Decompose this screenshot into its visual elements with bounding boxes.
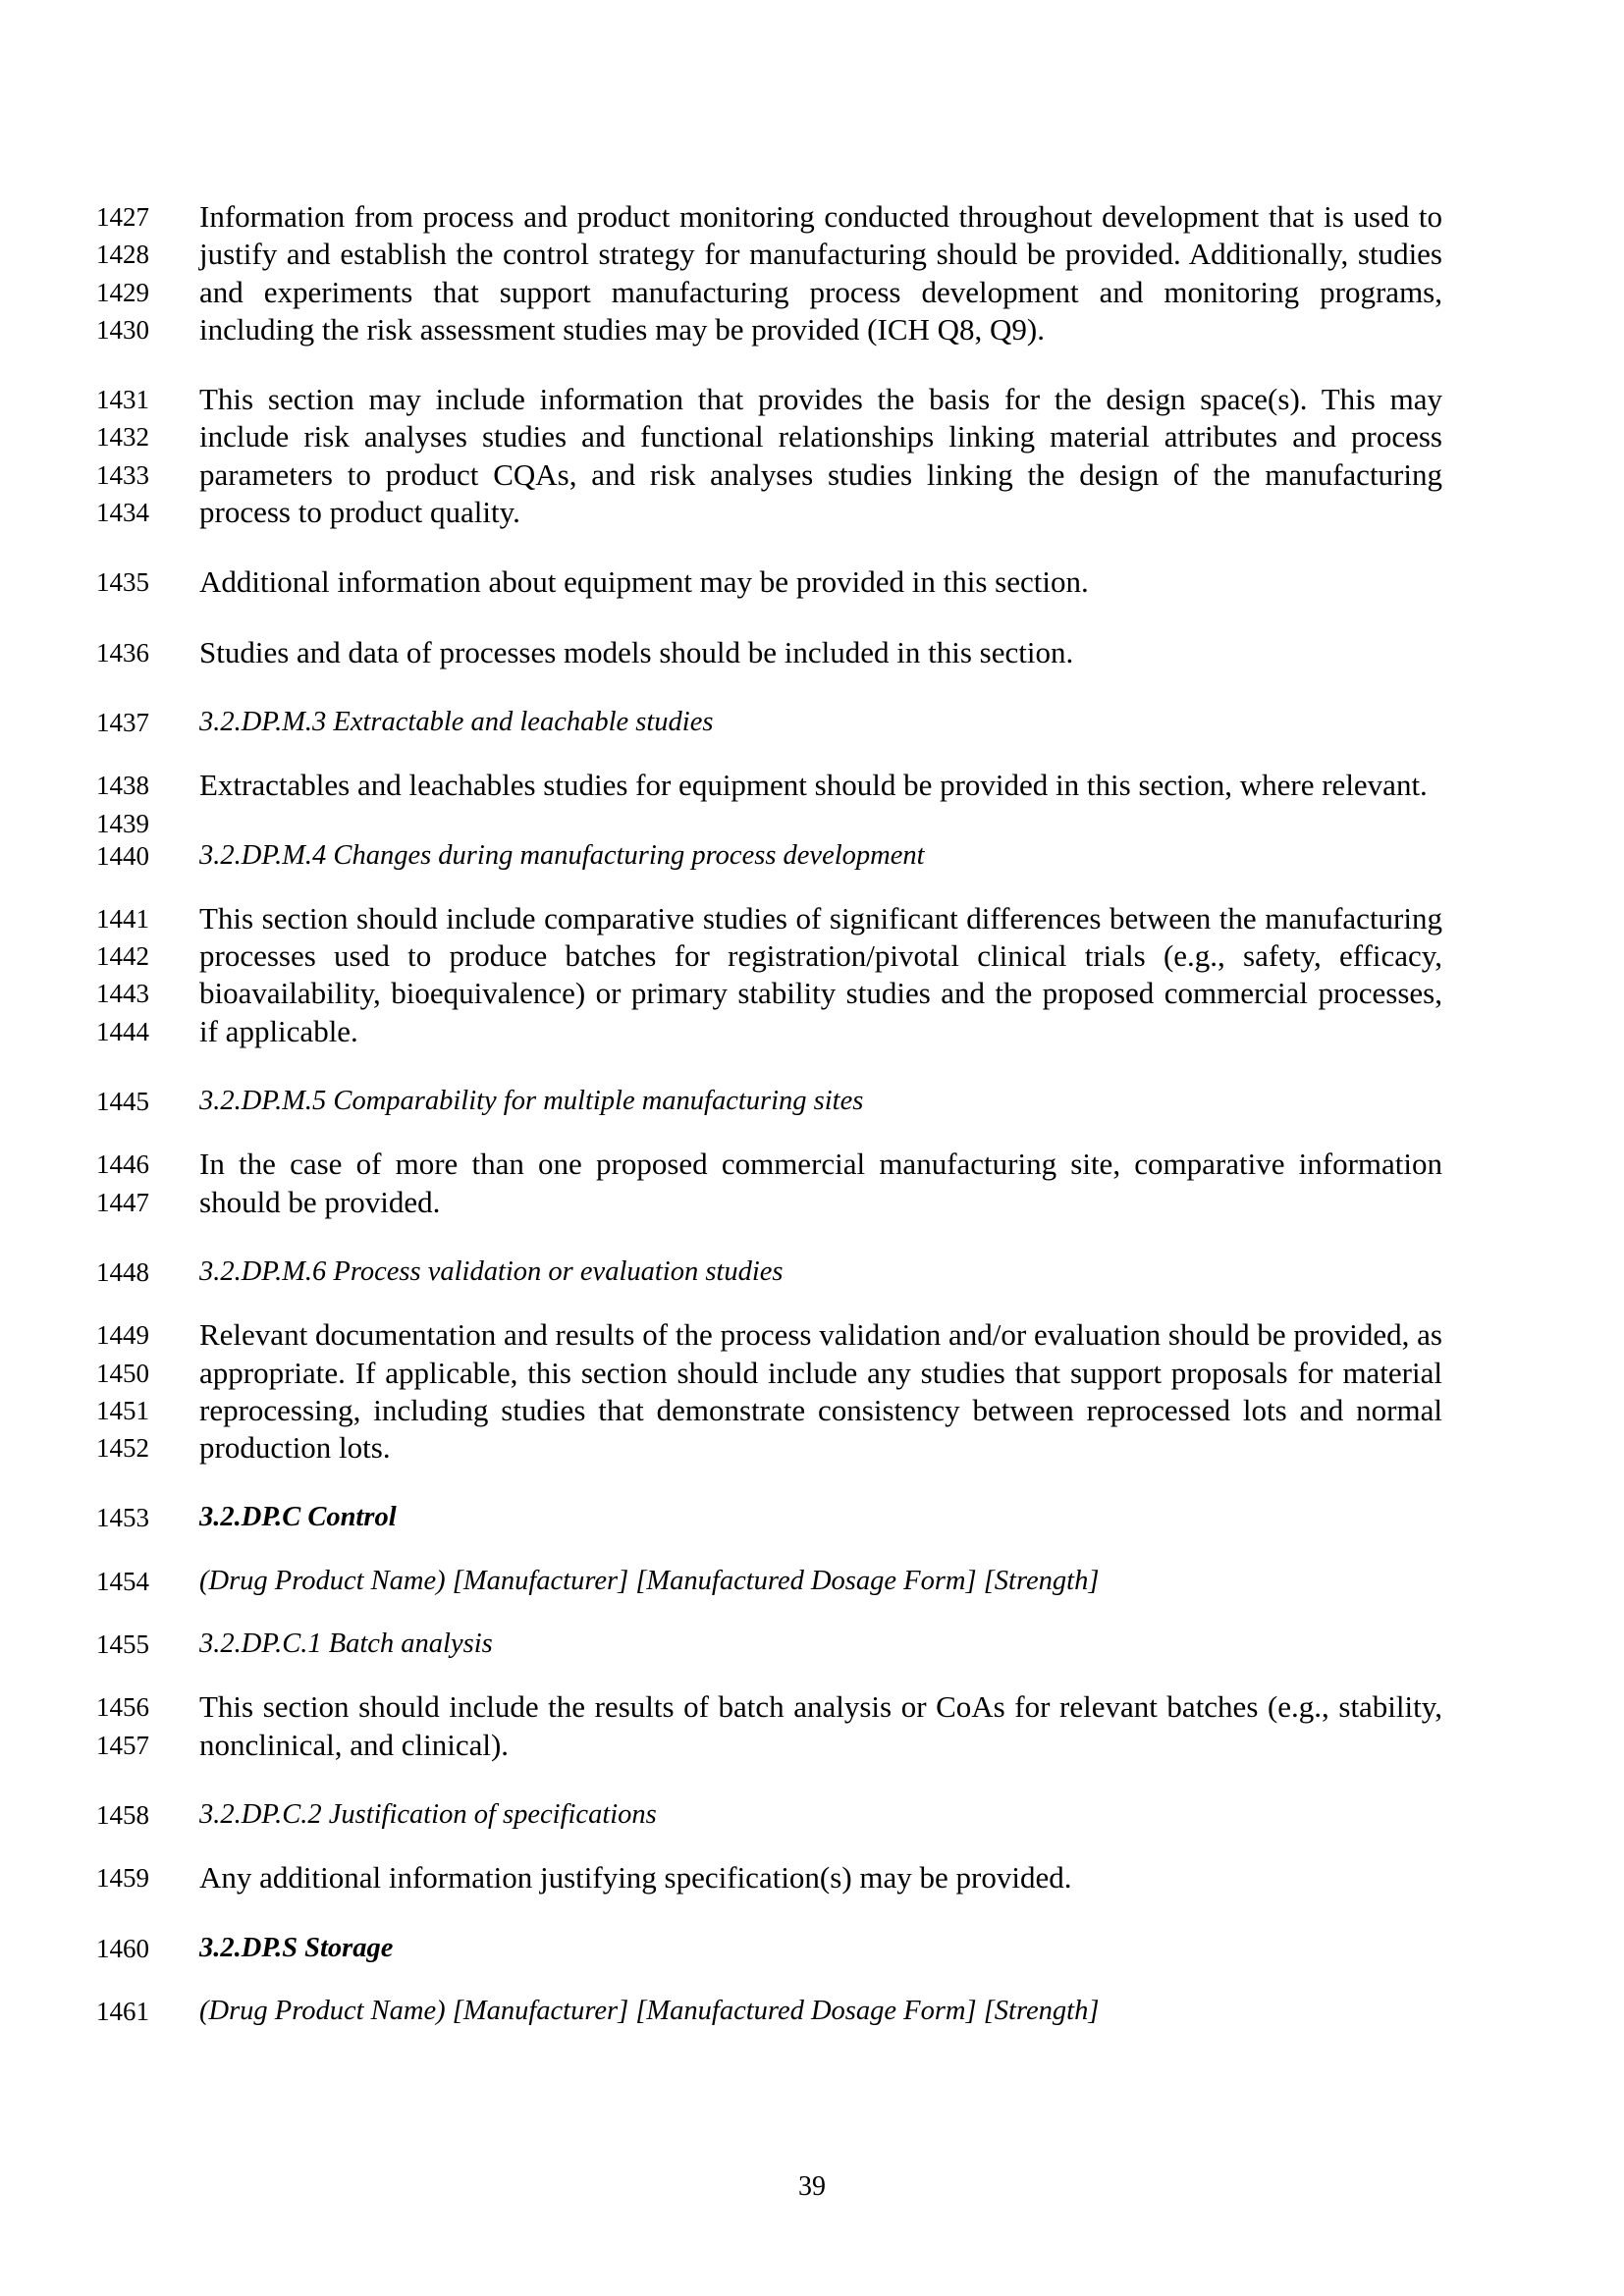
paragraph-text: (Drug Product Name) [Manufacturer] [Manufactured Dosage Form] [Strength] bbox=[199, 1565, 1100, 1596]
subsection-heading bbox=[0, 1626, 1624, 1663]
line-number: 1431 bbox=[96, 385, 149, 415]
subsection-heading bbox=[0, 837, 1624, 875]
line-numbers bbox=[59, 1563, 149, 1600]
paragraph bbox=[0, 1859, 1624, 1896]
paragraph bbox=[0, 381, 1624, 531]
paragraph-text: In the case of more than one proposed commercial manufacturing site, comparative information should be provided. bbox=[199, 1147, 1442, 1219]
paragraph-text: (Drug Product Name) [Manufacturer] [Manufactured Dosage Form] [Strength] bbox=[199, 1995, 1100, 2026]
line-number: 1443 bbox=[96, 979, 149, 1009]
line-numbers bbox=[59, 1626, 149, 1663]
paragraph bbox=[0, 634, 1624, 671]
line-number: 1450 bbox=[96, 1358, 149, 1388]
line-number: 1453 bbox=[96, 1503, 149, 1533]
paragraph bbox=[0, 1688, 1624, 1764]
line-number: 1456 bbox=[96, 1692, 149, 1723]
line-number: 1436 bbox=[96, 637, 149, 667]
section-heading bbox=[0, 1499, 1624, 1536]
line-numbers bbox=[59, 704, 149, 741]
line-number: 1441 bbox=[96, 903, 149, 934]
paragraph-text: Studies and data of processes models should be included in this section. bbox=[199, 634, 1074, 669]
line-number: 1438 bbox=[96, 771, 149, 801]
subsection-heading bbox=[0, 1083, 1624, 1120]
subsection-heading bbox=[0, 704, 1624, 741]
line-number: 1427 bbox=[96, 202, 149, 232]
paragraph-text: 3.2.DP.M.6 Process validation or evaluation studies bbox=[199, 1255, 784, 1287]
line-numbers bbox=[59, 1688, 149, 1764]
paragraph-text: 3.2.DP.M.5 Comparability for multiple manufacturing sites bbox=[199, 1086, 864, 1117]
line-numbers bbox=[59, 1083, 149, 1120]
line-number: 1435 bbox=[96, 567, 149, 598]
line-number: 1459 bbox=[96, 1863, 149, 1894]
paragraph-text: 3.2.DP.M.4 Changes during manufacturing process development bbox=[199, 839, 925, 871]
line-number: 1434 bbox=[96, 498, 149, 528]
line-numbers bbox=[59, 1254, 149, 1291]
page-number: 39 bbox=[798, 2171, 826, 2202]
line-number: 1452 bbox=[96, 1433, 149, 1464]
line-numbers bbox=[59, 837, 149, 875]
subsection-heading bbox=[0, 1254, 1624, 1291]
paragraph bbox=[0, 563, 1624, 601]
line-numbers bbox=[59, 1796, 149, 1834]
line-number: 1455 bbox=[96, 1629, 149, 1660]
line-numbers bbox=[59, 1993, 149, 2030]
paragraph-text: Extractables and leachables studies for equipment should be provided in this section, where relevant. bbox=[199, 768, 1428, 803]
paragraph bbox=[0, 767, 1624, 838]
line-numbers bbox=[59, 1316, 149, 1467]
line-number: 1439 bbox=[96, 808, 149, 838]
paragraph-text: Information from process and product monitoring conducted throughout development that is used to justify and establish the control strategy for manufacturing should be provided. Additionally, studies and experiments that support manufacturing process development and monitoring programs, including the risk assessment studies may be provided (ICH Q8, Q9). bbox=[199, 199, 1442, 347]
line-numbers bbox=[59, 1930, 149, 1967]
line-number: 1429 bbox=[96, 277, 149, 307]
paragraph-text: 3.2.DP.S Storage bbox=[199, 1932, 394, 1963]
line-numbers bbox=[59, 1146, 149, 1221]
paragraph-text: This section may include information that provides the basis for the design space(s). This may include risk analyses studies and functional relationships linking material attributes and process parameters to product CQAs, and risk analyses studies linking the design of the manufacturing process to product quality. bbox=[199, 382, 1442, 530]
line-numbers bbox=[59, 381, 149, 531]
line-number: 1432 bbox=[96, 422, 149, 453]
line-number: 1430 bbox=[96, 314, 149, 345]
paragraph-text: 3.2.DP.C.2 Justification of specifications bbox=[199, 1798, 657, 1830]
line-numbers bbox=[59, 634, 149, 671]
line-number: 1440 bbox=[96, 840, 149, 871]
paragraph-text: 3.2.DP.C.1 Batch analysis bbox=[199, 1629, 493, 1660]
paragraph-text: 3.2.DP.C Control bbox=[199, 1502, 397, 1533]
line-numbers bbox=[59, 198, 149, 348]
paragraph-text: Any additional information justifying specification(s) may be provided. bbox=[199, 1860, 1072, 1896]
line-number: 1433 bbox=[96, 459, 149, 490]
line-number: 1449 bbox=[96, 1320, 149, 1351]
section-heading bbox=[0, 1930, 1624, 1967]
line-number: 1442 bbox=[96, 941, 149, 972]
line-numbers bbox=[59, 1859, 149, 1896]
line-number: 1448 bbox=[96, 1256, 149, 1287]
paragraph-text: 3.2.DP.M.3 Extractable and leachable studies bbox=[199, 706, 714, 737]
line-number: 1457 bbox=[96, 1730, 149, 1760]
line-numbers bbox=[59, 563, 149, 601]
line-number: 1428 bbox=[96, 240, 149, 270]
line-number: 1461 bbox=[96, 1996, 149, 2026]
paragraph bbox=[0, 198, 1624, 348]
paragraph bbox=[0, 1316, 1624, 1467]
line-number: 1447 bbox=[96, 1187, 149, 1217]
subsection-heading bbox=[0, 1563, 1624, 1600]
paragraph bbox=[0, 900, 1624, 1050]
line-number: 1458 bbox=[96, 1799, 149, 1830]
line-numbers bbox=[59, 900, 149, 1050]
paragraph bbox=[0, 1146, 1624, 1221]
paragraph-text: This section should include comparative studies of significant differences between the manufacturing processes used to produce batches for registration/pivotal clinical trials (e.g., safety, efficacy, bioavailability, bioequivalence) or primary stability studies and the proposed commercial processes, if applicable. bbox=[199, 900, 1442, 1048]
line-number: 1445 bbox=[96, 1087, 149, 1117]
document-body bbox=[0, 198, 1624, 2056]
subsection-heading bbox=[0, 1993, 1624, 2030]
line-number: 1454 bbox=[96, 1566, 149, 1596]
line-number: 1444 bbox=[96, 1016, 149, 1046]
paragraph-text: Additional information about equipment may be provided in this section. bbox=[199, 564, 1089, 600]
line-number: 1437 bbox=[96, 707, 149, 737]
line-numbers bbox=[59, 1499, 149, 1536]
paragraph-text: This section should include the results of batch analysis or CoAs for relevant batches (e.g., stability, nonclinical, and clinical). bbox=[199, 1689, 1442, 1762]
line-numbers bbox=[59, 767, 149, 842]
paragraph-text: Relevant documentation and results of the process validation and/or evaluation should be provided, as appropriate. If applicable, this section should include any studies that support proposals for material reprocessing, including studies that demonstrate consistency between reprocessed lots and normal production lots. bbox=[199, 1317, 1442, 1466]
line-number: 1451 bbox=[96, 1395, 149, 1425]
subsection-heading bbox=[0, 1796, 1624, 1834]
line-number: 1446 bbox=[96, 1149, 149, 1180]
line-number: 1460 bbox=[96, 1933, 149, 1963]
